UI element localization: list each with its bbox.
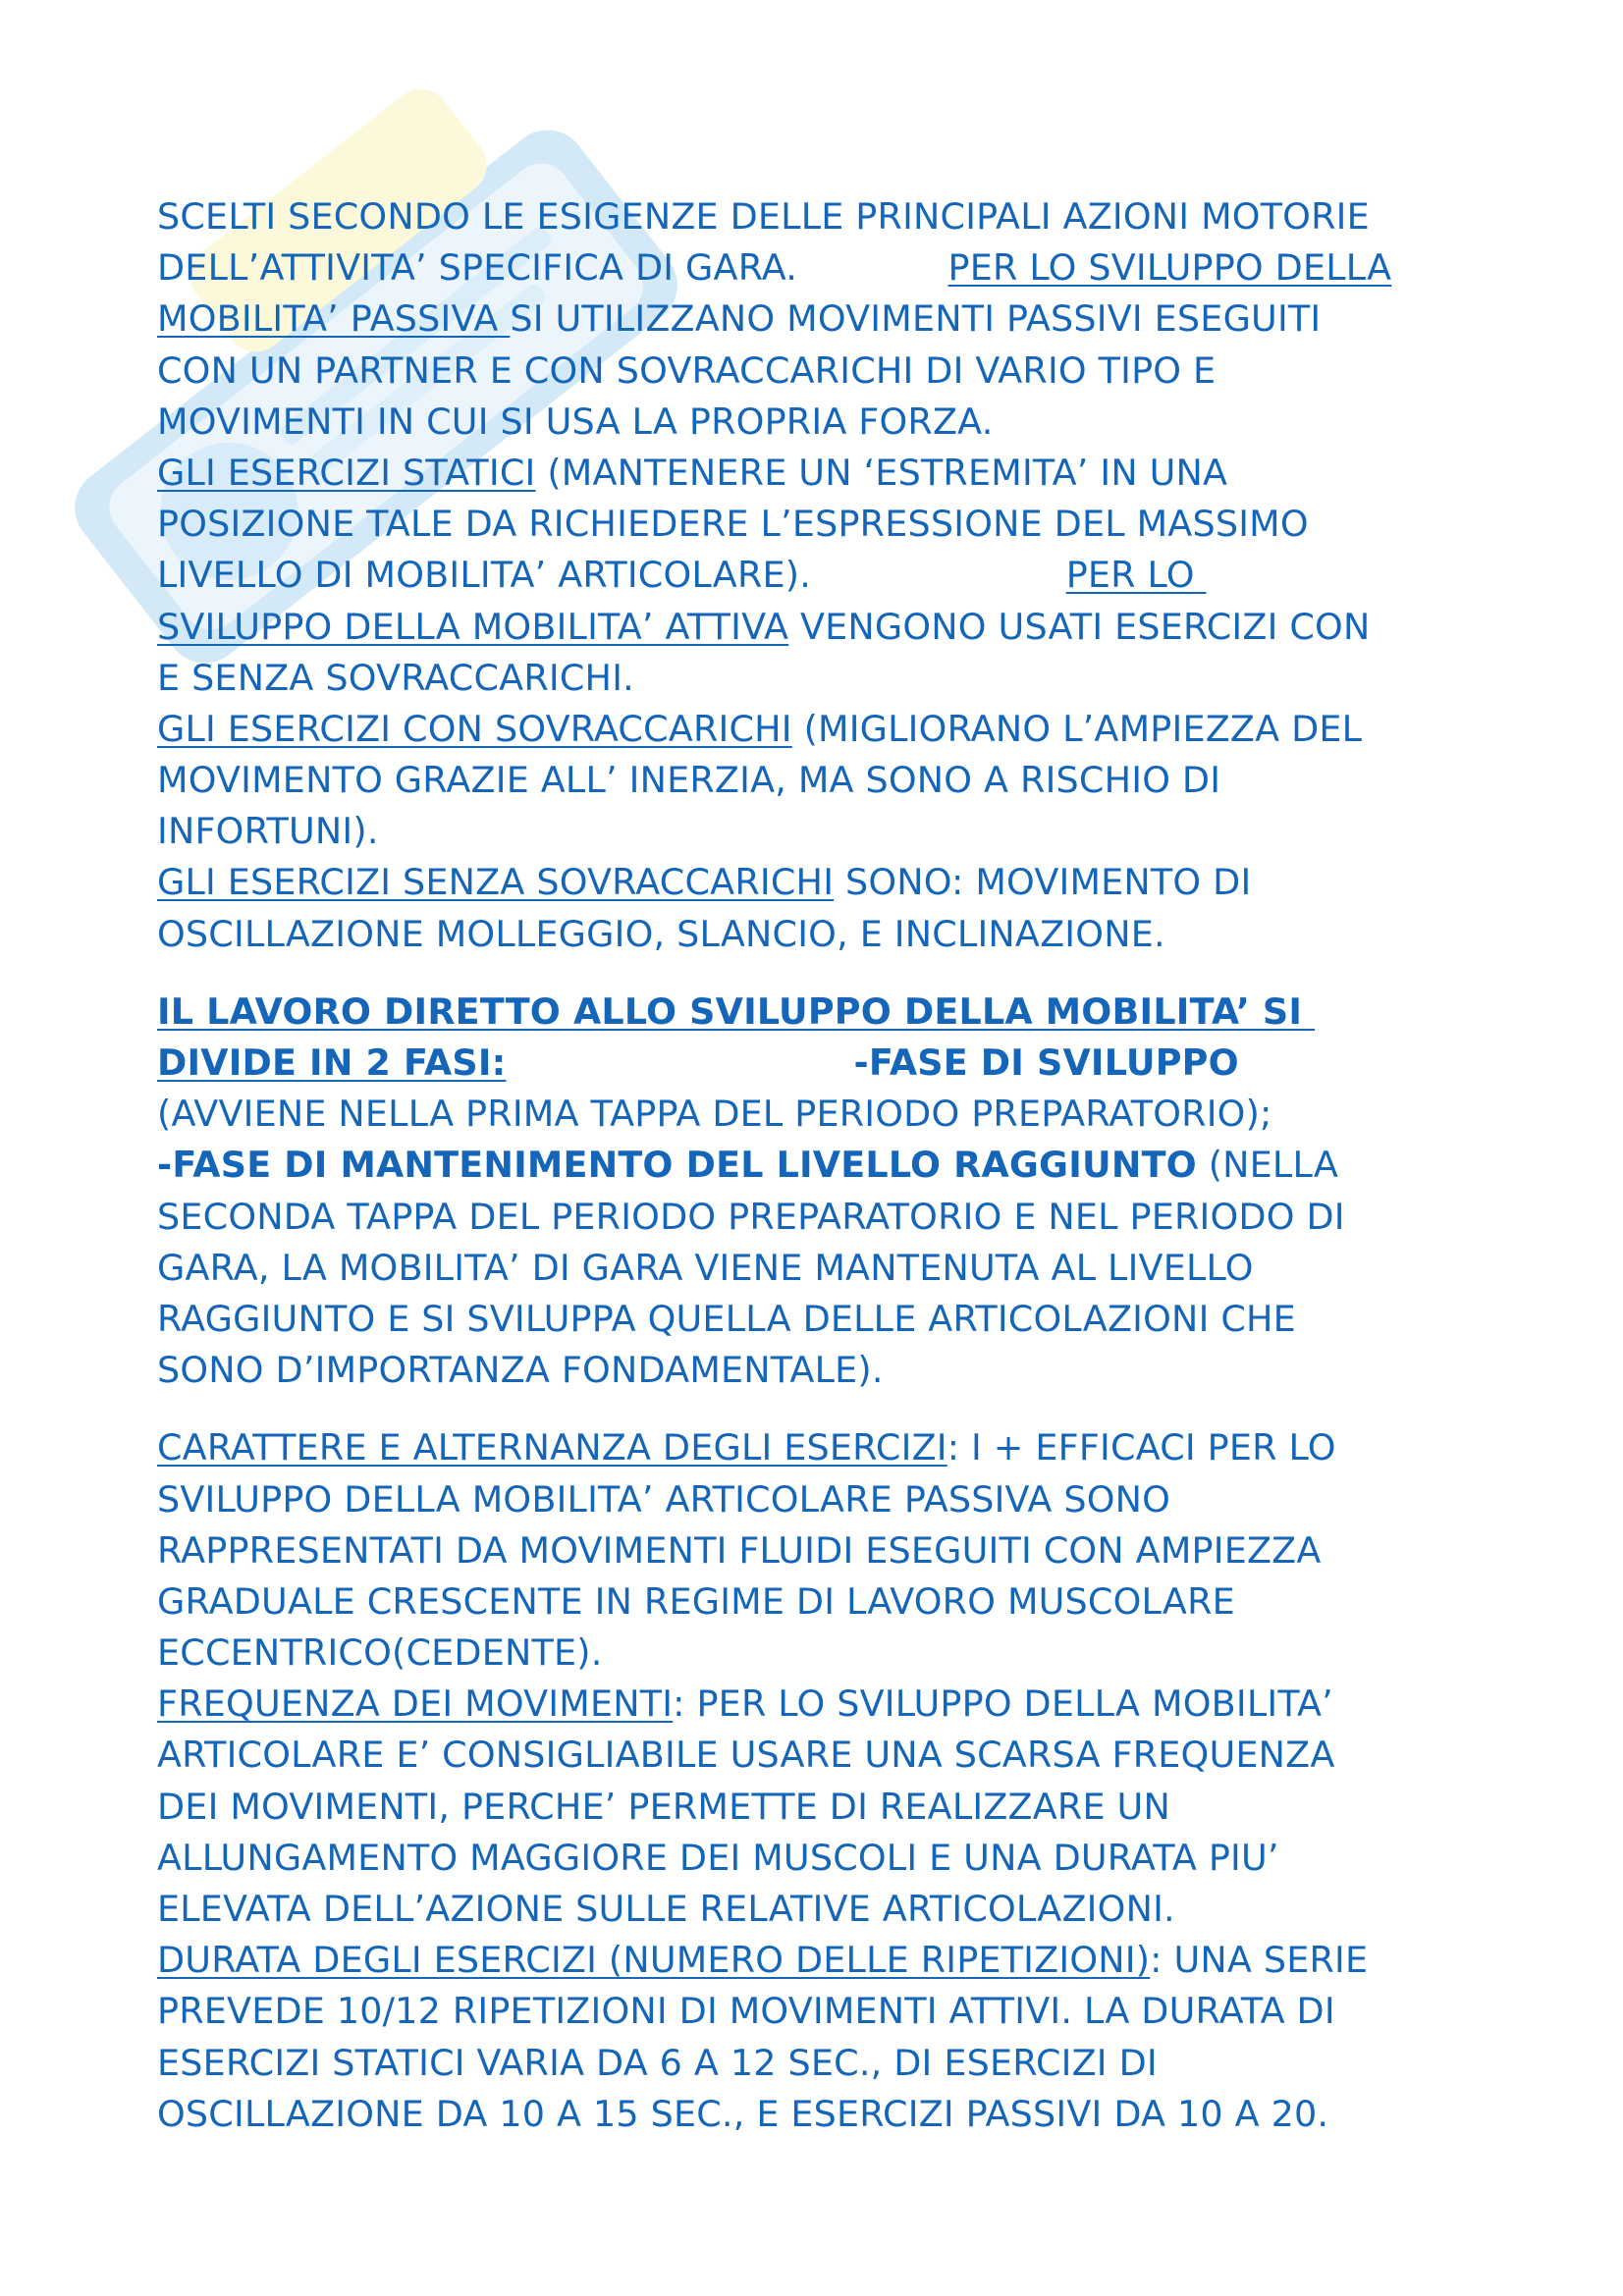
body-text: DELL’ATTIVITA’ SPECIFICA DI GARA. <box>157 246 948 290</box>
text-line <box>157 550 1492 601</box>
body-text: POSIZIONE TALE DA RICHIEDERE L’ESPRESSIONE DEL MASSIMO <box>157 503 1309 546</box>
text-line <box>157 806 1492 857</box>
text-line <box>157 1730 1492 1781</box>
body-text: SECONDA TAPPA DEL PERIODO PREPARATORIO E NEL PERIODO DI <box>157 1195 1345 1238</box>
text-line <box>157 2089 1492 2140</box>
underlined-heading-text: IL LAVORO DIRETTO ALLO SVILUPPO DELLA MOBILITA’ SI <box>157 989 1316 1033</box>
body-text: ELEVATA DELL’AZIONE SULLE RELATIVE ARTICOLAZIONI. <box>157 1888 1175 1930</box>
text-line <box>157 653 1492 704</box>
text-line <box>157 704 1492 755</box>
body-text: SONO: MOVIMENTO DI <box>834 861 1252 904</box>
text-line <box>157 1576 1492 1628</box>
underlined-heading-text: MOBILITA’ PASSIVA <box>157 297 511 341</box>
body-text: RAGGIUNTO E SI SVILUPPA QUELLA DELLE ARTICOLAZIONI CHE <box>157 1297 1296 1340</box>
document-body <box>157 191 1492 2140</box>
text-line <box>157 1833 1492 1884</box>
text-line <box>157 1243 1492 1294</box>
body-text: LIVELLO DI MOBILITA’ ARTICOLARE). <box>157 554 1066 597</box>
text-line <box>157 1525 1492 1576</box>
text-line <box>157 1422 1492 1473</box>
body-text: : PER LO SVILUPPO DELLA MOBILITA’ <box>673 1682 1333 1726</box>
body-text: : UNA SERIE <box>1150 1939 1369 1982</box>
underlined-heading-text: CARATTERE E ALTERNANZA DEGLI ESERCIZI <box>157 1426 947 1469</box>
underlined-heading-text: PER LO <box>1065 554 1207 597</box>
body-text: : I + EFFICACI PER LO <box>947 1426 1336 1469</box>
text-line <box>157 1986 1492 2037</box>
underlined-heading-text: GLI ESERCIZI CON SOVRACCARICHI <box>157 707 792 750</box>
body-text: SI UTILIZZANO MOVIMENTI PASSIVI ESEGUITI <box>510 297 1322 341</box>
body-text: SONO D’IMPORTANZA FONDAMENTALE). <box>157 1349 884 1392</box>
text-line <box>157 1679 1492 1730</box>
underlined-heading-text: DURATA DEGLI ESERCIZI (NUMERO DELLE RIPETIZIONI) <box>157 1939 1151 1982</box>
text-line <box>157 191 1492 242</box>
body-text: PREVEDE 10/12 RIPETIZIONI DI MOVIMENTI ATTIVI. LA DURATA DI <box>157 1990 1335 2033</box>
body-text: MOVIMENTO GRAZIE ALL’ INERZIA, MA SONO A RISCHIO DI <box>157 759 1221 802</box>
bold-text: -FASE DI SVILUPPO <box>853 1041 1239 1084</box>
body-text: (NELLA <box>1196 1144 1338 1187</box>
body-text: (MANTENERE UN ‘ESTREMITA’ IN UNA <box>535 451 1228 494</box>
body-text: MOVIMENTI IN CUI SI USA LA PROPRIA FORZA. <box>157 400 994 443</box>
text-line <box>157 1089 1492 1140</box>
body-text: CON UN PARTNER E CON SOVRACCARICHI DI VARIO TIPO E <box>157 348 1217 392</box>
underlined-heading-text: SVILUPPO DELLA MOBILITA’ ATTIVA <box>157 605 789 648</box>
underlined-heading-text: DIVIDE IN 2 FASI: <box>157 1041 507 1084</box>
text-line <box>157 1345 1492 1396</box>
underlined-heading-text: PER LO SVILUPPO DELLA <box>947 246 1392 290</box>
underlined-heading-text: FREQUENZA DEI MOVIMENTI <box>157 1682 674 1726</box>
body-text: ECCENTRICO(CEDENTE). <box>157 1631 603 1675</box>
text-line <box>157 1140 1492 1191</box>
text-line <box>157 987 1492 1038</box>
text-line <box>157 294 1492 345</box>
text-line <box>157 1038 1492 1089</box>
text-line <box>157 397 1492 448</box>
text-line <box>157 346 1492 397</box>
body-text: DEI MOVIMENTI, PERCHE’ PERMETTE DI REALIZZARE UN <box>157 1785 1170 1828</box>
text-line <box>157 1628 1492 1679</box>
body-text: SVILUPPO DELLA MOBILITA’ ARTICOLARE PASSIVA SONO <box>157 1477 1171 1521</box>
body-text: RAPPRESENTATI DA MOVIMENTI FLUIDI ESEGUITI CON AMPIEZZA <box>157 1528 1322 1572</box>
body-text: (MIGLIORANO L’AMPIEZZA DEL <box>791 707 1363 750</box>
text-line <box>157 1782 1492 1833</box>
underlined-heading-text: GLI ESERCIZI STATICI <box>157 451 536 494</box>
body-text: OSCILLAZIONE MOLLEGGIO, SLANCIO, E INCLINAZIONE. <box>157 912 1165 955</box>
text-line <box>157 1192 1492 1243</box>
text-line <box>157 1884 1492 1935</box>
body-text: ESERCIZI STATICI VARIA DA 6 A 12 SEC., DI ESERCIZI DI <box>157 2041 1158 2084</box>
body-text: VENGONO USATI ESERCIZI CON <box>788 605 1371 648</box>
text-line <box>157 1474 1492 1525</box>
text-line <box>157 242 1492 294</box>
text-line <box>157 499 1492 550</box>
text-line <box>157 602 1492 653</box>
body-text: ARTICOLARE E’ CONSIGLIABILE USARE UNA SCARSA FREQUENZA <box>157 1734 1335 1777</box>
body-text: ALLUNGAMENTO MAGGIORE DEI MUSCOLI E UNA DURATA PIU’ <box>157 1836 1279 1879</box>
paragraph-spacer <box>157 960 1492 987</box>
text-line <box>157 857 1492 908</box>
paragraph-spacer <box>157 1396 1492 1422</box>
text-line <box>157 755 1492 806</box>
body-text: E SENZA SOVRACCARICHI. <box>157 656 634 699</box>
body-text: (AVVIENE NELLA PRIMA TAPPA DEL PERIODO PREPARATORIO); <box>157 1093 1272 1136</box>
text-line <box>157 1935 1492 1986</box>
text-line <box>157 2038 1492 2089</box>
body-text <box>506 1041 853 1084</box>
text-line <box>157 909 1492 960</box>
body-text: INFORTUNI). <box>157 810 379 853</box>
body-text: GRADUALE CRESCENTE IN REGIME DI LAVORO MUSCOLARE <box>157 1579 1235 1623</box>
body-text: GARA, LA MOBILITA’ DI GARA VIENE MANTENUTA AL LIVELLO <box>157 1246 1254 1289</box>
body-text: SCELTI SECONDO LE ESIGENZE DELLE PRINCIPALI AZIONI MOTORIE <box>157 195 1370 238</box>
text-line <box>157 448 1492 499</box>
bold-text: -FASE DI MANTENIMENTO DEL LIVELLO RAGGIUNTO <box>157 1144 1197 1187</box>
underlined-heading-text: GLI ESERCIZI SENZA SOVRACCARICHI <box>157 861 835 904</box>
body-text: OSCILLAZIONE DA 10 A 15 SEC., E ESERCIZI PASSIVI DA 10 A 20. <box>157 2092 1329 2135</box>
text-line <box>157 1294 1492 1345</box>
